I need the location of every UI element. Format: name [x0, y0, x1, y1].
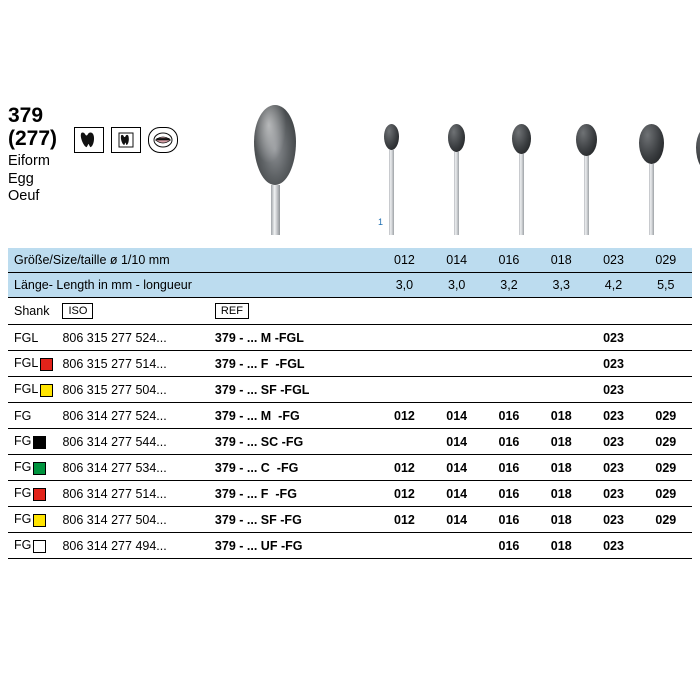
table-row[interactable] [8, 455, 692, 481]
row-value: 014 [431, 481, 483, 507]
row-value [535, 325, 587, 351]
row-value: 016 [483, 481, 535, 507]
row-value [378, 533, 430, 559]
row-value: 014 [431, 507, 483, 533]
row-iso: 806 315 277 514... [62, 351, 214, 377]
table-row[interactable] [8, 351, 692, 377]
row-value [535, 351, 587, 377]
size-value: 014 [431, 248, 483, 273]
row-value: 023 [587, 351, 639, 377]
table-row[interactable] [8, 429, 692, 455]
row-value [640, 325, 692, 351]
mouth-icon [148, 127, 178, 153]
row-iso: 806 314 277 514... [62, 481, 214, 507]
table-row[interactable] [8, 325, 692, 351]
row-value [431, 533, 483, 559]
grit-color-swatch [33, 436, 46, 449]
column-header-iso: ISO [62, 298, 214, 325]
grit-color-swatch [40, 384, 53, 397]
row-value: 012 [378, 481, 430, 507]
row-ref: 379 - ... SF -FG [215, 507, 378, 533]
row-shank: FG [8, 481, 62, 507]
row-value: 029 [640, 429, 692, 455]
table-row[interactable] [8, 377, 692, 403]
grit-color-swatch [33, 462, 46, 475]
row-value: 016 [483, 429, 535, 455]
bur-illustration-016 [490, 124, 552, 235]
row-value: 018 [535, 507, 587, 533]
row-shank: FG [8, 533, 62, 559]
bur-illustration-018 [555, 124, 617, 235]
product-name-fr: Oeuf [8, 188, 40, 204]
product-header [8, 105, 228, 206]
row-iso: 806 314 277 504... [62, 507, 214, 533]
row-value: 023 [587, 429, 639, 455]
length-value: 5,5 [640, 273, 692, 298]
row-value [431, 351, 483, 377]
size-value: 029 [640, 248, 692, 273]
bur-illustrations [230, 100, 700, 235]
row-value [640, 377, 692, 403]
row-value [483, 377, 535, 403]
size-value: 012 [378, 248, 430, 273]
row-value: 016 [483, 455, 535, 481]
row-ref: 379 - ... SF -FGL [215, 377, 378, 403]
grit-color-swatch [33, 540, 46, 553]
tooth-prep-icon [111, 127, 141, 153]
row-ref: 379 - ... C -FG [215, 455, 378, 481]
table-row[interactable] [8, 403, 692, 429]
product-name-de: Eiform [8, 153, 50, 169]
row-value [378, 377, 430, 403]
row-shank: FG [8, 455, 62, 481]
row-value: 014 [431, 455, 483, 481]
row-value [378, 351, 430, 377]
row-value [378, 325, 430, 351]
row-value: 018 [535, 455, 587, 481]
bur-illustration-large [244, 105, 306, 235]
row-value: 023 [587, 325, 639, 351]
row-value: 012 [378, 455, 430, 481]
row-shank: FG [8, 507, 62, 533]
row-value: 018 [535, 533, 587, 559]
row-iso: 806 314 277 544... [62, 429, 214, 455]
length-row [8, 273, 692, 298]
row-shank: FGL [8, 351, 62, 377]
size-value: 016 [483, 248, 535, 273]
length-value: 3,2 [483, 273, 535, 298]
row-value: 018 [535, 403, 587, 429]
row-value: 023 [587, 533, 639, 559]
row-value [378, 429, 430, 455]
row-value: 016 [483, 403, 535, 429]
row-value: 023 [587, 403, 639, 429]
row-value: 018 [535, 481, 587, 507]
grit-color-swatch [33, 514, 46, 527]
table-row[interactable] [8, 533, 692, 559]
size-row-label: Größe/Size/taille ø 1/10 mm [8, 248, 378, 273]
bur-illustration-029 [680, 124, 700, 235]
column-header-row [8, 298, 692, 325]
length-value: 4,2 [587, 273, 639, 298]
bur-illustration-012 [360, 124, 422, 235]
length-value: 3,0 [431, 273, 483, 298]
row-value: 029 [640, 481, 692, 507]
row-value: 012 [378, 403, 430, 429]
row-value [483, 325, 535, 351]
length-value: 3,3 [535, 273, 587, 298]
row-value: 023 [587, 455, 639, 481]
tooth-crown-icon [74, 127, 104, 153]
grit-color-swatch [40, 358, 53, 371]
row-iso: 806 315 277 524... [62, 325, 214, 351]
length-value: 3,0 [378, 273, 430, 298]
row-value [535, 377, 587, 403]
row-value: 014 [431, 403, 483, 429]
column-header-shank: Shank [8, 298, 62, 325]
row-shank: FG [8, 429, 62, 455]
row-ref: 379 - ... SC -FG [215, 429, 378, 455]
length-row-label: Länge- Length in mm - longueur [8, 273, 378, 298]
row-iso: 806 314 277 524... [62, 403, 214, 429]
specs-table [8, 248, 692, 559]
size-value: 018 [535, 248, 587, 273]
row-value [640, 351, 692, 377]
row-iso: 806 314 277 494... [62, 533, 214, 559]
row-shank: FGL [8, 325, 62, 351]
row-iso: 806 315 277 504... [62, 377, 214, 403]
row-value: 029 [640, 455, 692, 481]
row-ref: 379 - ... M -FG [215, 403, 378, 429]
row-value [483, 351, 535, 377]
grit-color-swatch [33, 488, 46, 501]
column-header-ref: REF [215, 298, 378, 325]
bur-illustration-023 [620, 124, 682, 235]
row-value: 023 [587, 481, 639, 507]
row-value: 014 [431, 429, 483, 455]
size-row [8, 248, 692, 273]
product-name-en: Egg [8, 170, 34, 187]
row-value: 023 [587, 377, 639, 403]
indication-icons [74, 127, 178, 153]
row-ref: 379 - ... UF -FG [215, 533, 378, 559]
bur-marker-label: 1 [378, 217, 384, 227]
row-value [431, 325, 483, 351]
row-ref: 379 - ... F -FGL [215, 351, 378, 377]
table-row[interactable] [8, 481, 692, 507]
product-code: 379 [8, 104, 44, 127]
row-value: 012 [378, 507, 430, 533]
bur-illustration-014 [425, 124, 487, 235]
product-code-alt: (277) [8, 127, 58, 150]
row-value: 023 [587, 507, 639, 533]
row-value [431, 377, 483, 403]
row-value: 016 [483, 533, 535, 559]
row-value: 018 [535, 429, 587, 455]
row-iso: 806 314 277 534... [62, 455, 214, 481]
row-ref: 379 - ... M -FGL [215, 325, 378, 351]
row-ref: 379 - ... F -FG [215, 481, 378, 507]
table-row[interactable] [8, 507, 692, 533]
row-value: 016 [483, 507, 535, 533]
row-value [640, 533, 692, 559]
row-value: 029 [640, 507, 692, 533]
row-shank: FGL [8, 377, 62, 403]
size-value: 023 [587, 248, 639, 273]
row-shank: FG [8, 403, 62, 429]
row-value: 029 [640, 403, 692, 429]
